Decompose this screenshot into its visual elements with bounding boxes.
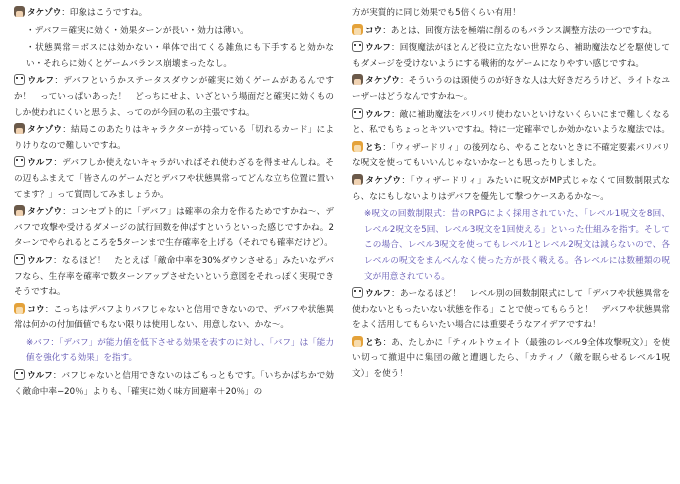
dialogue-text: ：デバフというかステータスダウンが確実に効くゲームがあるんですか！ っていっぱいあった！ どっちにせよ、いざという場面だと確実に効くものしか使われにくいと思うよ、ってのが今回の私の主張ですね。 [14,76,334,118]
dialogue-text: ：こっちはデバフよりバフじゃないと信用できないので、デバフや状態異常は何かの付加価値でもない限りは使用しない、用意しない、かな〜。 [14,304,334,331]
dialogue-text: ：「ウィザードリィ」の後列なら、やることないときに不確定要素バリバリな呪文を使ってもいいんじゃないかなーとも思ったりしました。 [352,142,670,169]
dialogue-line [14,74,334,121]
dialogue-line [14,369,334,400]
dialogue-text: ：結局このあたりはキャラクターが持っている「切れるカード」によりけりなので難しいですね。 [14,125,334,151]
kou-avatar-icon [352,141,363,152]
wolf-avatar-icon [14,156,25,167]
kou-avatar-icon [352,336,363,347]
speaker-name: とち [365,337,383,348]
bullet-item: ・状態異常＝ボスには効かない・単体で出てくる雑魚にも下手すると効かない・それらに効くとゲームバランス崩壊まったなし。 [26,43,334,69]
speaker-name: とち [365,142,383,153]
speaker-name: タケゾウ [365,175,402,186]
takezo-avatar-icon [14,205,25,216]
dialogue-text: ：バフじゃないと信用できないのはごもっともです。「いちかばちかで効く敵命中率−20％」よりも、「確実に効く味方回避率＋20％」の [14,371,334,397]
wolf-avatar-icon [14,254,25,265]
speaker-name: ウルフ [27,158,54,169]
dialogue-text: ：「ウィザードリィ」みたいに呪文がMP式じゃなくて回数制限式なら、なにもしないよりはデバフを優先して撃つケースあるかな〜。 [352,175,670,202]
dialogue-line [14,156,334,203]
takezo-avatar-icon [352,74,363,85]
dialogue-line [14,205,334,252]
speaker-name: タケゾウ [365,76,400,87]
dialogue-text: ：そういうのは頭使うのが好きな人は大好きだろうけど、ライトなユーザーはどうなんですかね〜。 [352,76,671,102]
speaker-name: ウルフ [27,371,53,382]
kou-avatar-icon [352,24,363,35]
annotation-note: ※呪文の回数制限式：昔のRPGによく採用されていた、「レベル1呪文を8回、レベル2呪文を5回、レベル3呪文を1回使える」といった仕組みを指す。そしてこの場合、レベル3呪文を使ってもレベル1とレベル2呪文は減らないので、各レベルの呪文をまんべんなく使った方が長く戦える。各レベルには数種類の呪文が用意されている。 [364,209,670,282]
speaker-name: タケゾウ [27,8,62,18]
dialogue-line [352,174,670,205]
dialogue-text: ：敵に補助魔法をバリバリ使わないといけないくらいにまで難しくなると、私でもちょっとキツいですね。特に一定確率でしか効かないような魔法では。 [352,109,671,136]
takezo-avatar-icon [14,6,25,17]
right-column [352,6,670,385]
annotation-note: ※バフ：「デバフ」が能力値を低下させる効果を表すのに対し、「バフ」は「能力値を強化する効果」を指す。 [26,337,334,364]
takezo-avatar-icon [352,174,363,185]
dialogue-text: ：印象はこうですね。 [61,8,148,18]
speaker-name: タケゾウ [27,125,63,136]
wolf-avatar-icon [14,74,25,85]
speaker-name: コウ [27,304,45,315]
dialogue-line [352,336,670,383]
wolf-avatar-icon [352,41,363,52]
dialogue-text: ：あとは、回復方法を極端に削るのもバランス調整方法の一つですね。 [382,25,657,36]
wolf-avatar-icon [352,287,363,298]
wolf-avatar-icon [14,369,25,380]
continued-text: 方が実質的に同じ効果でも5倍くらい有用！ [352,8,521,18]
dialogue-line [352,24,670,40]
speaker-name: ウルフ [365,43,392,54]
dialogue-line [352,108,670,139]
speaker-name: タケゾウ [27,207,63,218]
dialogue-line [14,123,334,154]
left-column [14,6,334,402]
dialogue-line [352,141,670,172]
speaker-name: ウルフ [27,76,55,87]
dialogue-line [14,303,334,334]
wolf-avatar-icon [352,108,363,119]
dialogue-line [14,6,334,22]
speaker-name: ウルフ [365,109,392,120]
dialogue-text: ：なるほど！ たとえば「敵命中率を30%ダウンさせる」みたいなデバフなら、生存率を確率で数ターンアップさせたいという意図をそれっぽく実現できそうですね。 [14,255,334,298]
dialogue-line [352,287,670,334]
dialogue-text: ：回復魔法がほとんど役に立たない世界なら、補助魔法などを駆使してもダメージを受けないようにする戦術的なゲームになりやすい感じですね。 [352,43,670,69]
dialogue-text: ：あーなるほど！ レベル別の回数制限式にして「デバフや状態異常を使わないともったいない状態を作る」ことで使ってもらうと！ デバフや状態異常をよく活用してもらいたい場合には重要そうなアイデアですね！ [352,289,670,331]
speaker-name: ウルフ [365,289,392,300]
takezo-avatar-icon [14,123,25,134]
bullet-item: ・デバフ＝確実に効く・効果ターンが長い・効力は薄い。 [26,25,249,36]
speaker-name: ウルフ [27,255,54,266]
dialogue-text: ：コンセプト的に「デバフ」は確率の余力を作るためですかね〜、デバフで攻撃や受けるダメージの試行回数を伸ばすというといった感じですかね。2ターンでやられるところを5ターンまで生存確率を上げる（それでも確率だけど）。 [14,207,334,249]
dialogue-line [352,41,670,72]
dialogue-line [352,74,670,105]
dialogue-text: ：デバフしか使えないキャラがいればそれ使わざるを得ませんしね。その辺もふまえて「皆さんのゲームだとデバフや状態異常ってどんな立ち位置に置いてます？」って質問してみましょうか。 [14,158,334,200]
dialogue-text: ：あ、たしかに「ティルトウェイト（最強のレベル9全体攻撃呪文）」を使い切って撤退中に集団の敵と遭遇したら、「カティノ（敵を眠らせるレベル1呪文）」を使う！ [352,337,670,380]
speaker-name: コウ [365,25,383,36]
kou-avatar-icon [14,303,25,314]
dialogue-line [14,254,334,301]
